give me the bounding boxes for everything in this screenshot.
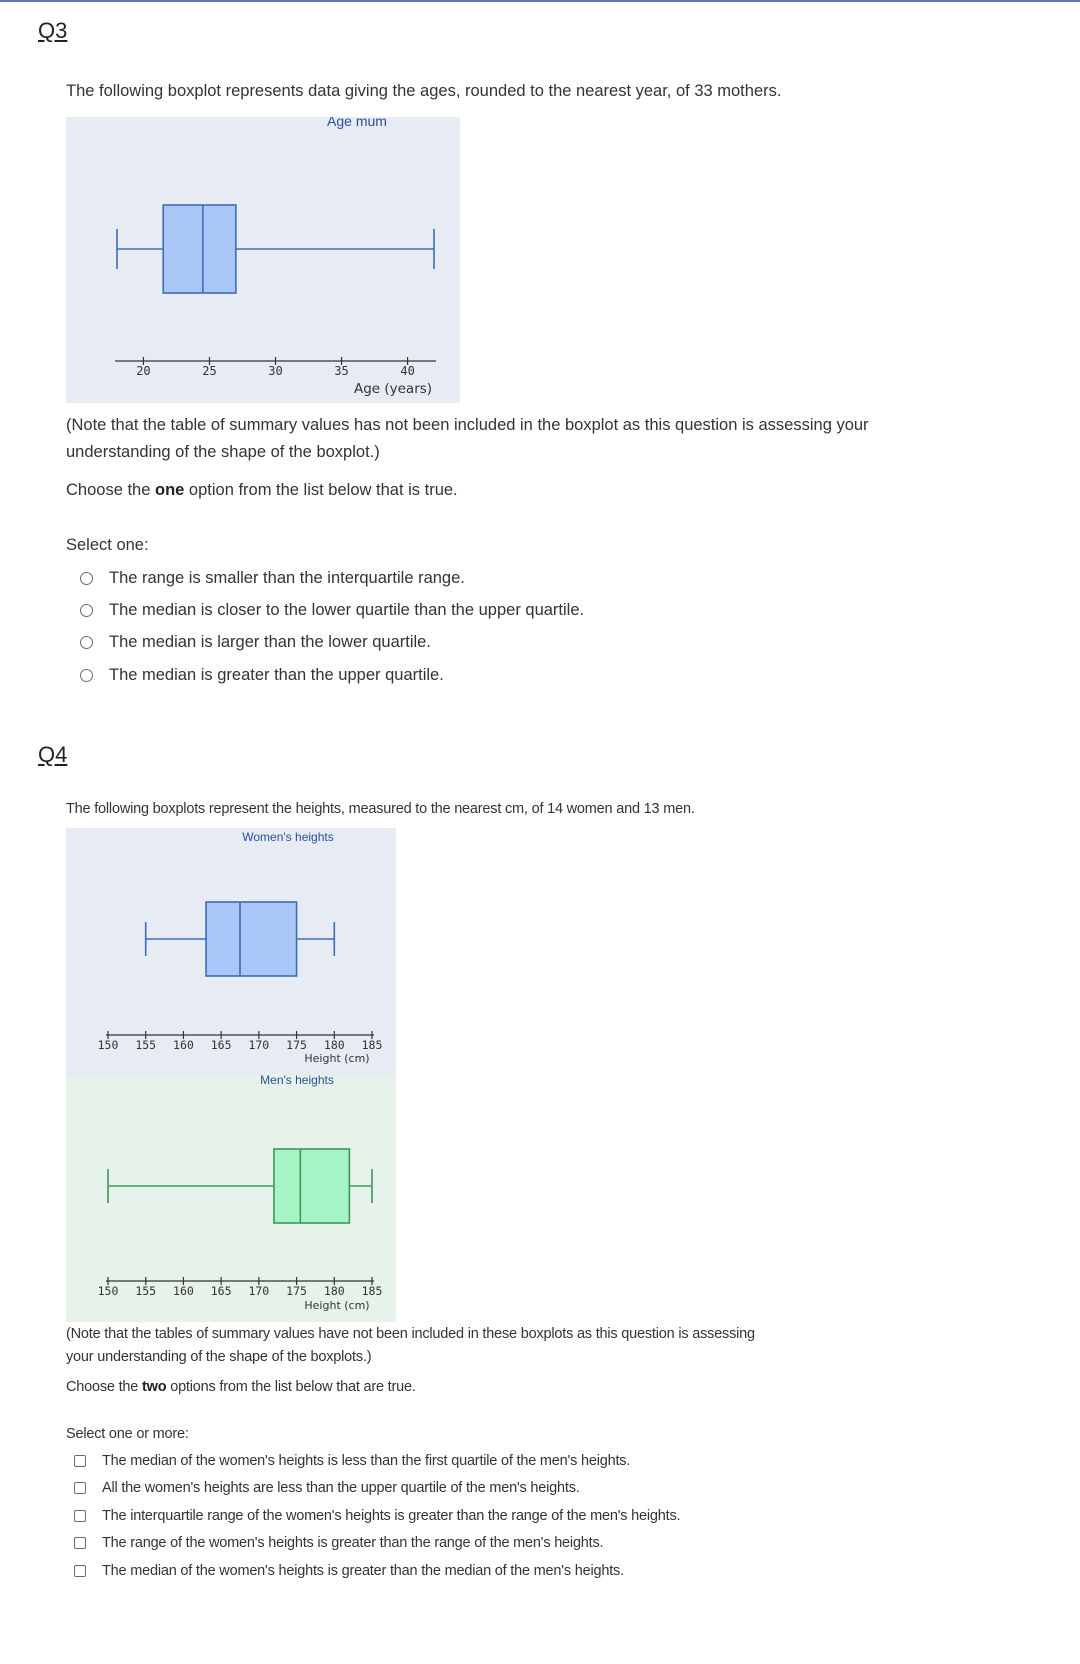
q4-select-label: Select one or more: <box>66 1426 189 1442</box>
q4-instruction-emphasis: two <box>142 1379 167 1395</box>
iqr-box <box>163 205 236 293</box>
q4-note: (Note that the tables of summary values have not been included in these boxplots as this question is assessing your understanding of the shape of the boxplots.) <box>66 1326 755 1365</box>
q3-instruction: Choose the one option from the list below that is true. <box>66 481 458 499</box>
plot-title: Men's heights <box>260 1075 334 1087</box>
q4-intro: The following boxplots represent the heights, measured to the nearest cm, of 14 women and 13 men. <box>66 801 695 817</box>
q4-option-2[interactable] <box>74 1480 580 1496</box>
iqr-box <box>206 902 297 976</box>
q4-option-5[interactable] <box>74 1563 624 1579</box>
x-tick-label: 185 <box>361 1038 383 1052</box>
x-tick-label: 155 <box>135 1284 157 1298</box>
q4-option-3[interactable] <box>74 1508 680 1524</box>
q4-heading: Q4 <box>38 742 68 767</box>
q3-option-2[interactable] <box>80 601 584 620</box>
x-tick-label: 165 <box>210 1038 232 1052</box>
checkbox[interactable] <box>74 1537 86 1549</box>
x-tick-label: 170 <box>248 1284 270 1298</box>
q4-option-label: The range of the women's heights is greater than the range of the men's heights. <box>102 1535 604 1551</box>
age-mum-boxplot <box>66 117 460 403</box>
x-tick-label: 175 <box>286 1284 307 1298</box>
plot-background <box>66 117 460 403</box>
q4-option-label: All the women's heights are less than the upper quartile of the men's heights. <box>102 1480 580 1496</box>
q3-option-3[interactable] <box>80 633 431 652</box>
x-tick-label: 160 <box>173 1038 194 1052</box>
q4-option-label: The median of the women's heights is greater than the median of the men's heights. <box>102 1563 624 1579</box>
x-tick-label: 175 <box>286 1038 307 1052</box>
checkbox[interactable] <box>74 1565 86 1577</box>
x-tick-label: 35 <box>334 364 349 378</box>
q3-instruction-emphasis: one <box>154 481 185 499</box>
x-tick-label: 165 <box>210 1284 232 1298</box>
q3-note: (Note that the table of summary values has not been included in the boxplot as this question is assessing your understanding of the shape of the boxplot.) <box>66 416 869 461</box>
plot-title: Women's heights <box>242 830 334 844</box>
q3-option-1[interactable] <box>80 569 465 588</box>
q3-option-label: The median is greater than the upper quartile. <box>109 666 444 684</box>
checkbox[interactable] <box>74 1455 86 1467</box>
x-tick-label: 25 <box>202 364 217 378</box>
radio-button[interactable] <box>80 604 93 617</box>
x-tick-label: 180 <box>323 1038 345 1052</box>
q3-heading: Q3 <box>38 18 68 43</box>
checkbox[interactable] <box>74 1482 86 1494</box>
q3-intro: The following boxplot represents data giving the ages, rounded to the nearest year, of 33 mothers. <box>66 82 782 100</box>
womens-heights-boxplot <box>66 828 396 1075</box>
x-axis-label: Height (cm) <box>304 1299 370 1312</box>
x-axis-label: Age (years) <box>353 381 433 397</box>
x-tick-label: 40 <box>400 364 415 378</box>
radio-button[interactable] <box>80 572 93 585</box>
q3-option-label: The range is smaller than the interquartile range. <box>109 569 465 587</box>
x-tick-label: 170 <box>248 1038 270 1052</box>
checkbox[interactable] <box>74 1510 86 1522</box>
x-tick-label: 150 <box>97 1284 119 1298</box>
q4-option-label: The interquartile range of the women's heights is greater than the range of the men's heights. <box>102 1508 681 1524</box>
q4-option-1[interactable] <box>74 1453 630 1469</box>
plot-title: Age mum <box>327 117 387 129</box>
x-tick-label: 160 <box>173 1284 194 1298</box>
x-axis-label: Height (cm) <box>304 1052 370 1065</box>
q4-option-4[interactable] <box>74 1535 603 1551</box>
x-tick-label: 180 <box>323 1284 345 1298</box>
mens-heights-boxplot <box>66 1075 396 1322</box>
q3-option-label: The median is closer to the lower quartile than the upper quartile. <box>109 601 585 619</box>
q4-option-label: The median of the women's heights is less than the first quartile of the men's heights. <box>102 1453 631 1469</box>
x-tick-label: 185 <box>361 1284 383 1298</box>
radio-button[interactable] <box>80 636 93 649</box>
top-border <box>0 0 1080 2</box>
q3-option-4[interactable] <box>80 666 444 685</box>
radio-button[interactable] <box>80 669 93 682</box>
q4-instruction: Choose the two options from the list below that are true. <box>66 1379 416 1395</box>
q3-select-label: Select one: <box>66 536 149 554</box>
x-tick-label: 20 <box>136 364 151 378</box>
q3-option-label: The median is larger than the lower quartile. <box>109 633 431 651</box>
x-tick-label: 150 <box>97 1038 119 1052</box>
iqr-box <box>274 1149 349 1223</box>
x-tick-label: 155 <box>135 1038 157 1052</box>
x-tick-label: 30 <box>268 364 283 378</box>
